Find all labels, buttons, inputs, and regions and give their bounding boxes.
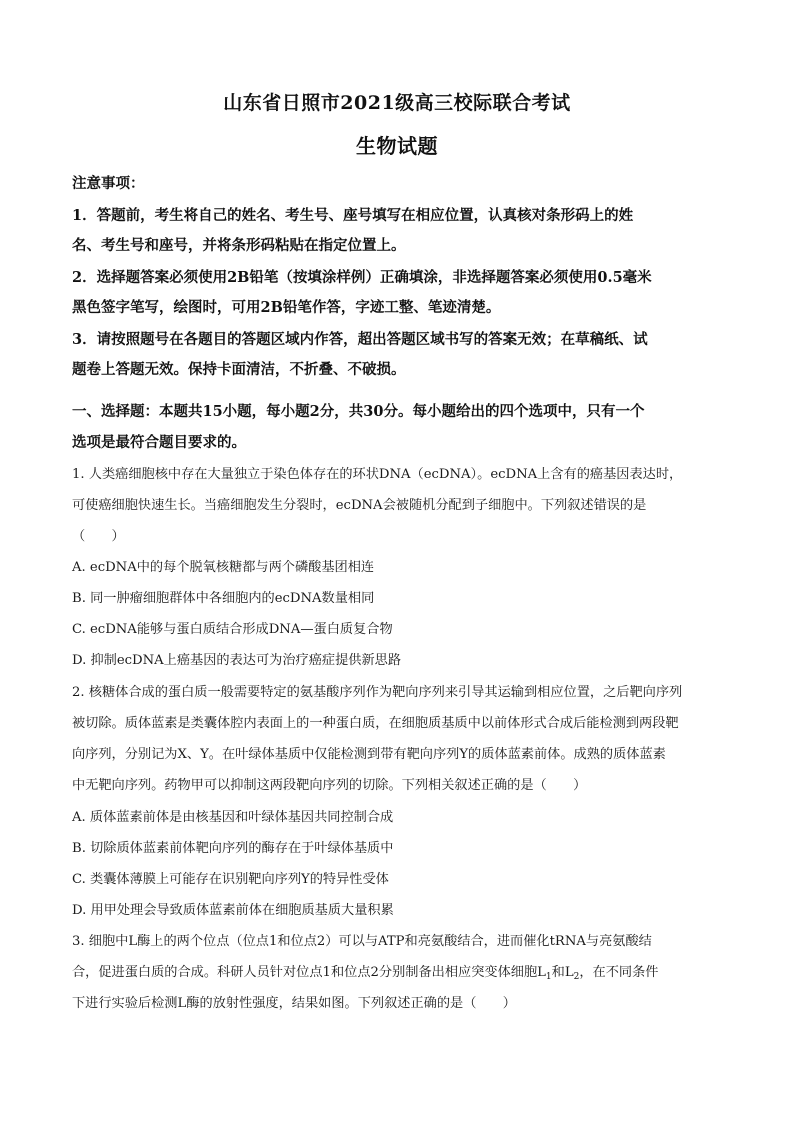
q2-stem-line: 2. 核糖体合成的蛋白质一般需要特定的氨基酸序列作为靶向序列来引导其运输到相应位置，之后靶向序列 [72,685,683,700]
q2-stem-line: 中无靶向序列。药物甲可以抑制这两段靶向序列的切除。下列相关叙述正确的是（ ） [72,778,587,793]
exam-title: 山东省日照市2021级高三校际联合考试 [223,92,571,114]
q2-option-a: A. 质体蓝素前体是由核基因和叶绿体基因共同控制合成 [72,810,394,825]
q2-option-c: C. 类囊体薄膜上可能存在识别靶向序列Y的特异性受体 [72,872,389,887]
q1-stem-line: 1. 人类癌细胞核中存在大量独立于染色体存在的环状DNA（ecDNA）。ecDNA上含有的癌基因表达时， [72,467,683,482]
notice-line: 名、考生号和座号，并将条形码粘贴在指定位置上。 [72,237,406,254]
q1-option-d: D. 抑制ecDNA上癌基因的表达可为治疗癌症提供新思路 [72,653,402,668]
exam-subtitle: 生物试题 [356,134,438,158]
notice-line: 3．请按照题号在各题目的答题区域内作答，超出答题区域书写的答案无效；在草稿纸、试 [72,331,648,348]
notice-line: 1．答题前，考生将自己的姓名、考生号、座号填写在相应位置，认真核对条形码上的姓 [72,207,634,224]
notice-line: 2．选择题答案必须使用2B铅笔（按填涂样例）正确填涂，非选择题答案必须使用0.5毫米 [72,269,652,286]
q3-stem-line: 下进行实验后检测L酶的放射性强度，结果如图。下列叙述正确的是（ ） [72,996,516,1011]
q2-option-d: D. 用甲处理会导致质体蓝素前体在细胞质基质大量积累 [72,903,394,918]
q3-stem-text: 合，促进蛋白质的合成。科研人员针对位点1和位点2分别制备出相应突变体细胞 [72,965,538,980]
q3-mutant-l1: $L_1$ [537,965,552,982]
q3-mutant-l2: $L_2$ [564,965,580,982]
q3-stem-line-with-subscripts: 合，促进蛋白质的合成。科研人员针对位点1和位点2分别制备出相应突变体细胞$L_1$和$L_2$，在不同条件 [72,965,659,982]
q1-stem-line: （ ） [72,529,125,544]
q1-option-c: C. ecDNA能够与蛋白质结合形成DNA—蛋白质复合物 [72,622,393,637]
section-heading-line: 一、选择题：本题共15小题，每小题2分，共30分。每小题给出的四个选项中，只有一个 [72,403,645,420]
notice-line: 题卷上答题无效。保持卡面清洁，不折叠、不破损。 [72,361,406,378]
notice-line: 黑色签字笔写，绘图时，可用2B铅笔作答，字迹工整、笔迹清楚。 [72,299,501,316]
q1-option-b: B. 同一肿瘤细胞群体中各细胞内的ecDNA数量相同 [72,591,375,606]
q2-stem-line: 被切除。质体蓝素是类囊体腔内表面上的一种蛋白质，在细胞质基质中以前体形式合成后能检测到两段靶 [72,716,679,731]
q2-option-b: B. 切除质体蓝素前体靶向序列的酶存在于叶绿体基质中 [72,841,394,856]
q1-stem-line: 可使癌细胞快速生长。当癌细胞发生分裂时，ecDNA会被随机分配到子细胞中。下列叙述错误的是 [72,498,647,513]
section-heading-line: 选项是最符合题目要求的。 [72,434,246,451]
notice-heading: 注意事项： [72,175,145,192]
q3-stem-line: 3. 细胞中L酶上的两个位点（位点1和位点2）可以与ATP和亮氨酸结合，进而催化tRNA与亮氨酸结 [72,934,652,949]
q2-stem-line: 向序列，分别记为X、Y。在叶绿体基质中仅能检测到带有靶向序列Y的质体蓝素前体。成熟的质体蓝素 [72,747,666,762]
q1-option-a: A. ecDNA中的每个脱氧核糖都与两个磷酸基团相连 [72,560,375,575]
